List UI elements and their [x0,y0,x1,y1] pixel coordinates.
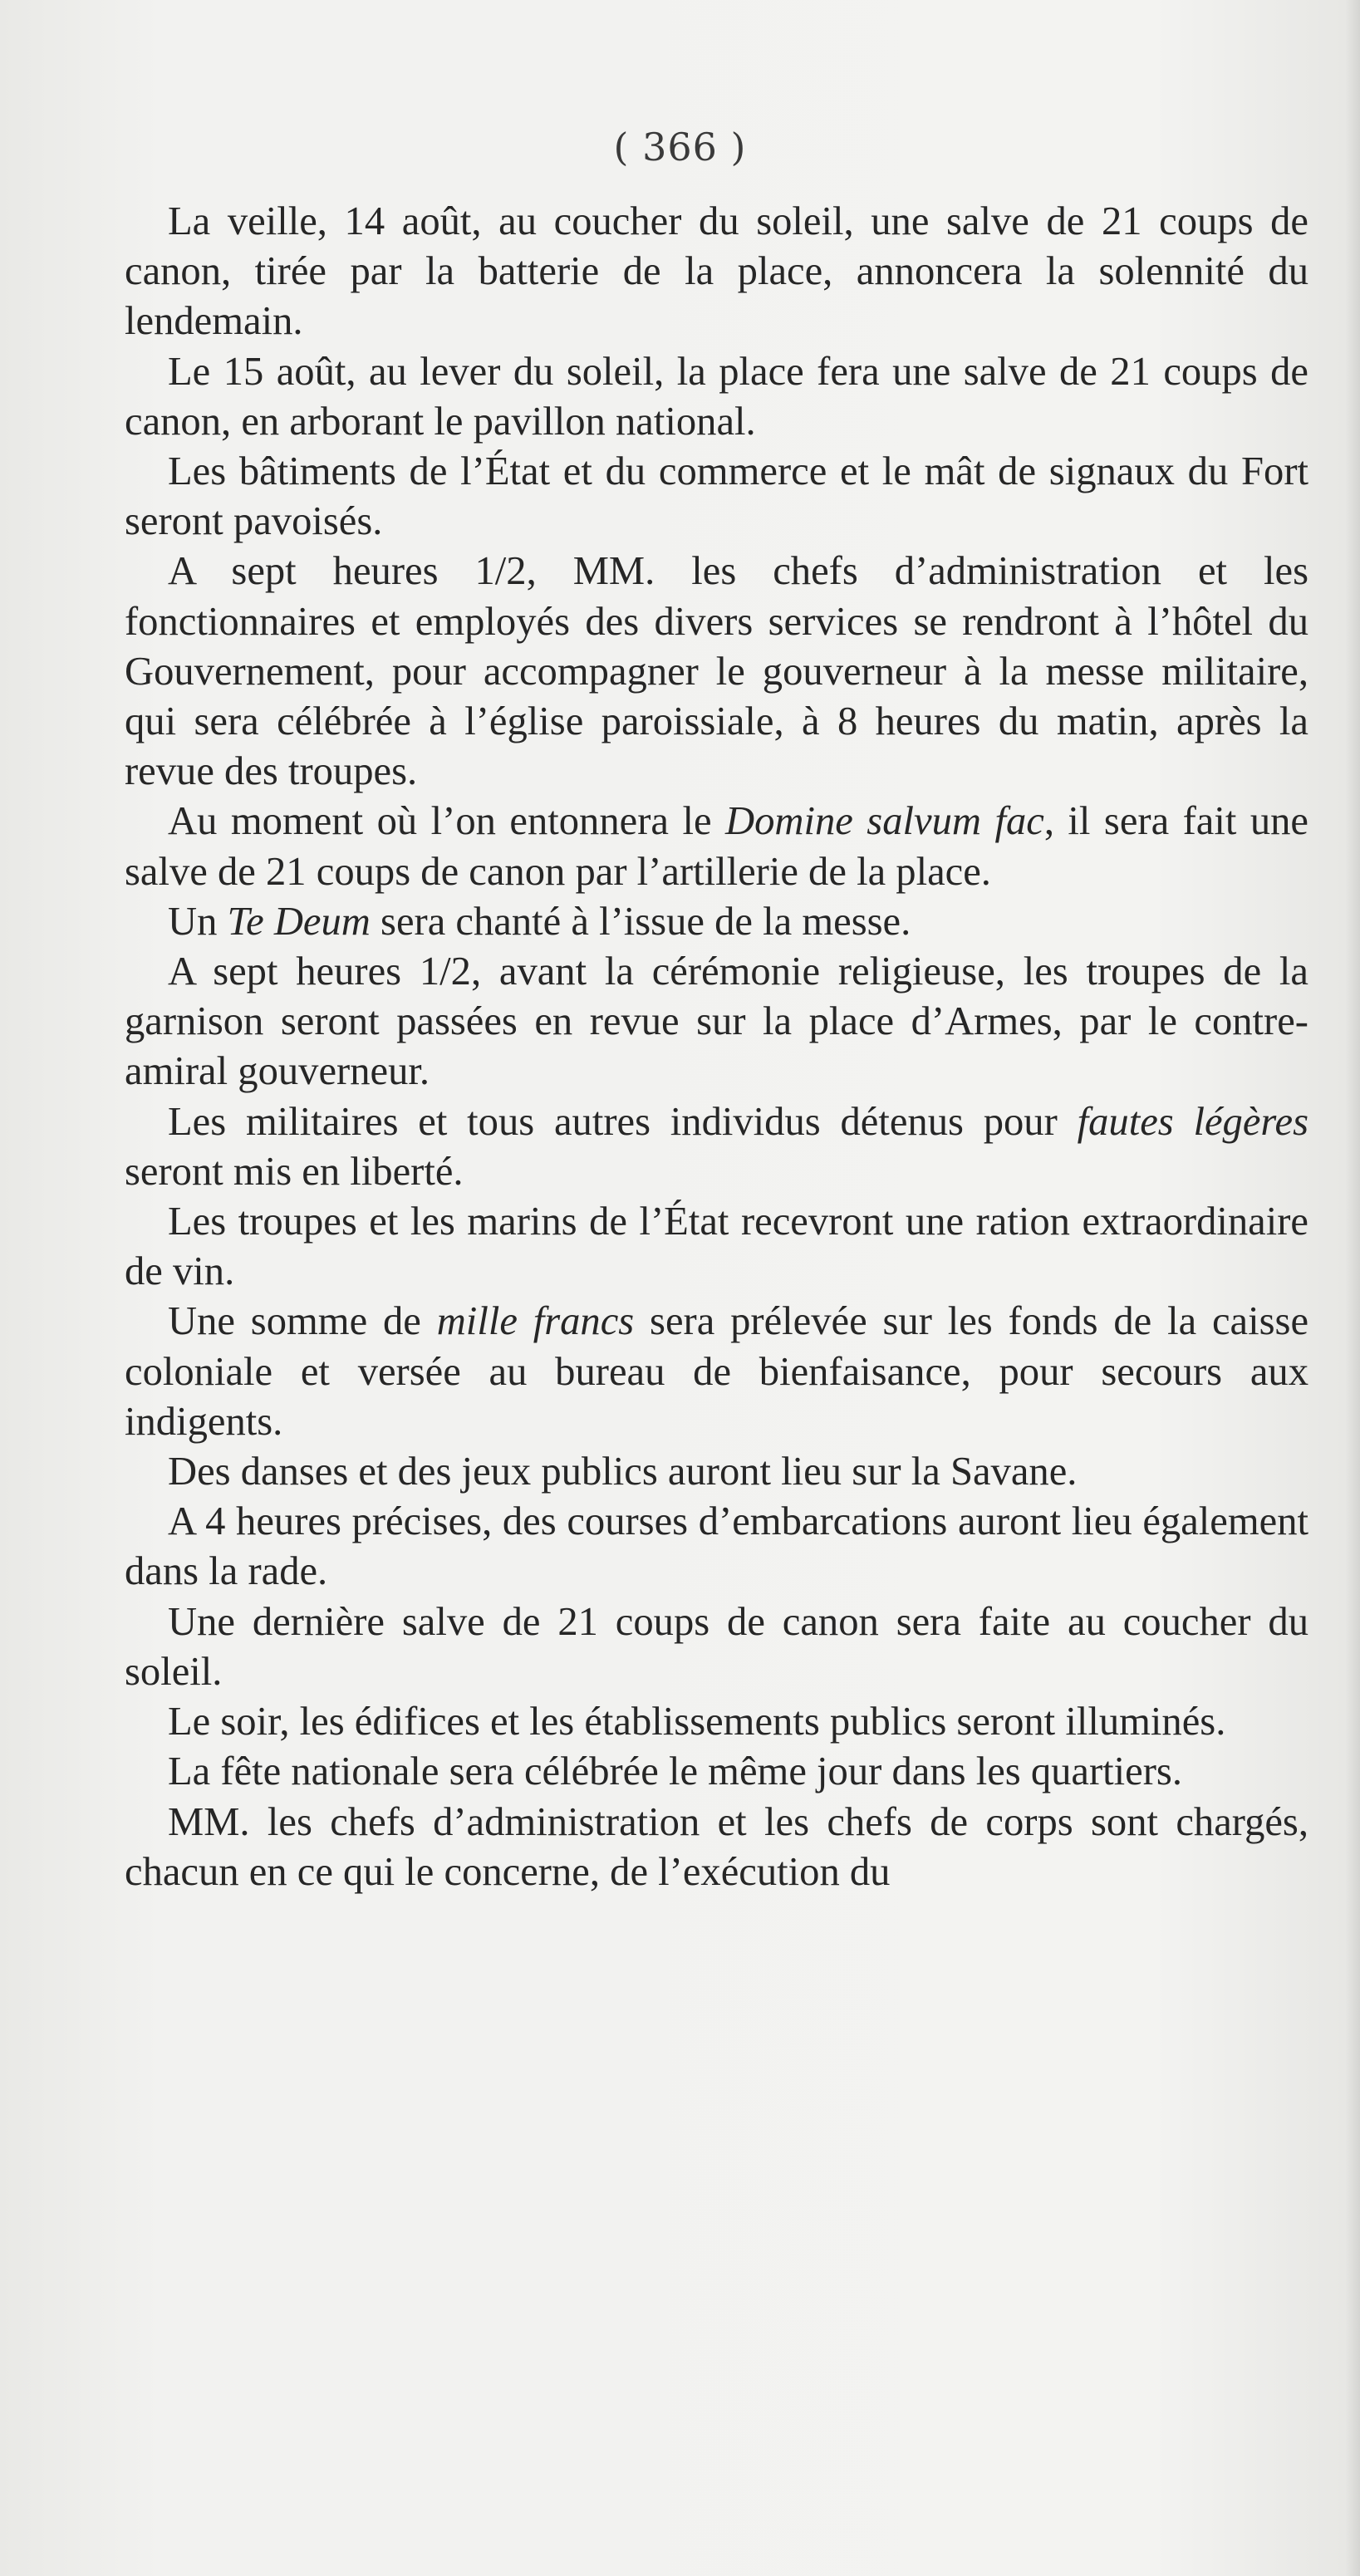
paragraph-ships-dressed: Les bâtiments de l’État et du commerce et le mât de signaux du Fort seront pavoisés. [125,449,1308,544]
paragraph-troop-review: A sept heures 1/2, avant la cérémonie religieuse, les troupes de la garnison seront passées en revue sur la place d’Armes, par le contre-amiral gouverneur. [125,949,1308,1094]
paragraph-military-mass: A sept heures 1/2, MM. les chefs d’administration et les fonctionnaires et employés des divers services se rendront à l’hôtel du Gouvernement, pour accompagner le gouverneur à la messe militaire, qui sera célébrée à l’église paroissiale, à 8 heures du matin, après la revue des troupes. [125,548,1308,794]
paragraph-districts: La fête nationale sera célébrée le même jour dans les quartiers. [168,1749,1182,1794]
page-number-header: ( 366 ) [613,125,747,169]
paragraph-domine-salvum: Au moment où l’on entonnera le Domine salvum fac, il sera fait une salve de 21 coups de canon par l’artillerie de la place. [125,798,1308,894]
paragraph-charity-sum: Une somme de mille francs sera prélevée sur les fonds de la caisse coloniale et versée au bureau de bienfaisance, pour secours aux indigents. [125,1298,1309,1444]
body-text [125,196,1308,1896]
paragraph-execution: MM. les chefs d’administration et les chefs de corps sont chargés, chacun en ce qui le concerne, de l’exécution du [125,1798,1308,1894]
paragraph-illuminations: Le soir, les édifices et les établissements publics seront illuminés. [168,1699,1226,1744]
italic-phrase: mille francs [436,1298,635,1344]
paragraph-sunset-salute: Une dernière salve de 21 coups de canon sera faite au coucher du soleil. [125,1598,1308,1694]
paragraph-wine-ration: Les troupes et les marins de l’État recevront une ration extraordinaire de vin. [125,1199,1308,1294]
paragraph-eve-salute: La veille, 14 août, au coucher du soleil, une salve de 21 coups de canon, tirée par la batterie de la place, annoncera la solennité du lendemain. [125,199,1308,344]
paragraph-sunrise-salute: Le 15 août, au lever du soleil, la place fera une salve de 21 coups de canon, en arborant le pavillon national. [125,348,1308,444]
italic-phrase: Domine salvum fac [724,798,1044,844]
paragraph-boat-races: A 4 heures précises, des courses d’embarcations auront lieu également dans la rade. [125,1499,1308,1594]
italic-phrase: Te Deum [227,898,371,944]
paragraph-te-deum: Un Te Deum sera chanté à l’issue de la messe. [168,898,911,944]
paragraph-pardon: Les militaires et tous autres individus détenus pour fautes légères seront mis en liberté. [125,1098,1308,1194]
page-edge-shadow [1345,0,1360,2576]
paragraph-public-games: Des danses et des jeux publics auront lieu sur la Savane. [168,1449,1078,1494]
italic-phrase: fautes légères [1077,1098,1308,1144]
